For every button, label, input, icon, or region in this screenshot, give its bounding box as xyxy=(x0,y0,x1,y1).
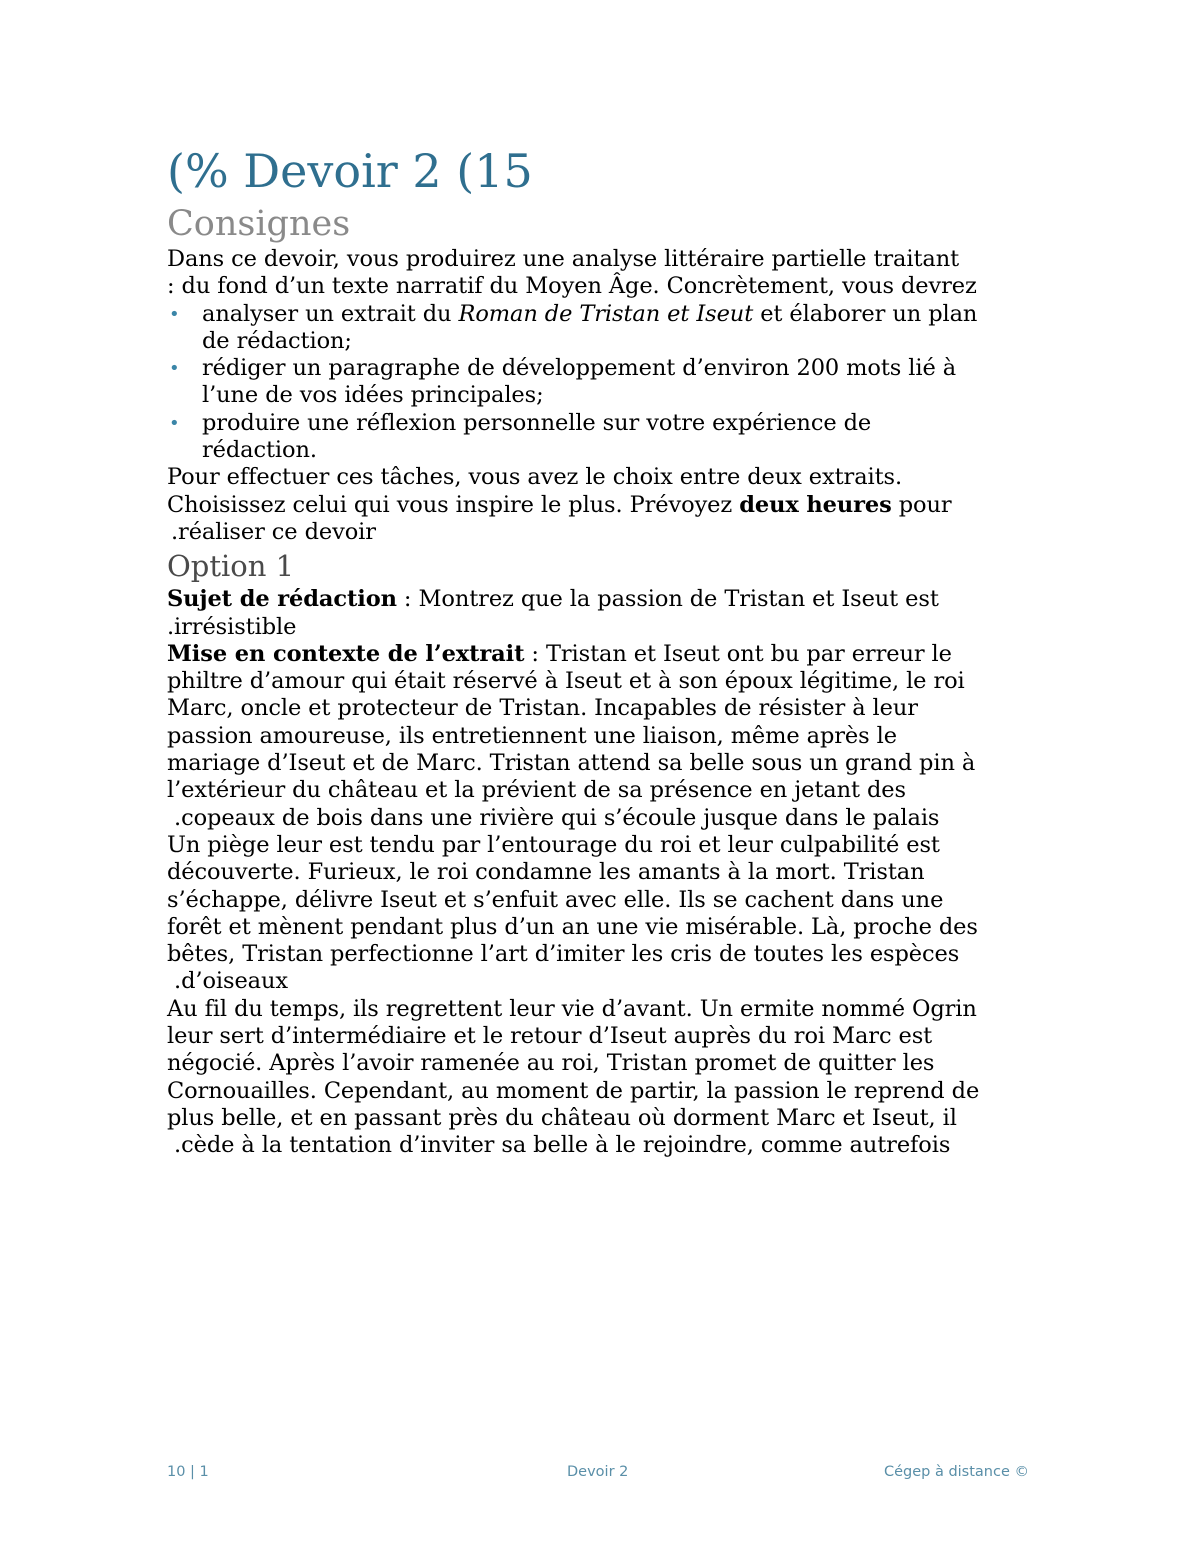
sujet-line-1: Sujet de rédaction : Montrez que la passion de Tristan et Iseut est xyxy=(167,586,939,613)
sujet-line-2: .irrésistible xyxy=(167,613,297,640)
paragraph-3-line: .cède à la tentation d’inviter sa belle à le rejoindre, comme autrefois xyxy=(167,1132,951,1159)
bullet-icon: • xyxy=(169,303,180,325)
book-title: Roman de Tristan et Iseut xyxy=(458,300,754,327)
paragraph-3-line: plus belle, et en passant près du château où dorment Marc et Iseut, il xyxy=(167,1104,957,1131)
paragraph-2-line: Un piège leur est tendu par l’entourage du roi et leur culpabilité est xyxy=(167,831,940,858)
consignes-task-list xyxy=(167,301,1037,465)
paragraph-2-line: découverte. Furieux, le roi condamne les amants à la mort. Tristan xyxy=(167,859,925,886)
contexte-line: philtre d’amour qui était réservé à Iseut et à son époux légitime, le roi xyxy=(167,668,965,695)
consignes-outro-line-3: .réaliser ce devoir xyxy=(171,518,376,545)
document-title: (% Devoir 2 (15 xyxy=(167,144,533,198)
contexte-line: passion amoureuse, ils entretiennent une liaison, même après le xyxy=(167,722,897,749)
footer-document-name: Devoir 2 xyxy=(567,1464,629,1480)
contexte-line: mariage d’Iseut et de Marc. Tristan attend sa belle sous un grand pin à xyxy=(167,750,976,777)
paragraph-3-line: leur sert d’intermédiaire et le retour d’Iseut auprès du roi Marc est xyxy=(167,1023,933,1050)
list-item: • analyser un extrait du Roman de Tristan et Iseut et élaborer un plan de rédaction; xyxy=(169,300,978,354)
paragraph-2-line: s’échappe, délivre Iseut et s’enfuit avec elle. Ils se cachent dans une xyxy=(167,886,944,913)
bullet-icon: • xyxy=(169,358,180,380)
consignes-outro-line-1: Pour effectuer ces tâches, vous avez le choix entre deux extraits. xyxy=(167,464,903,491)
sujet-label: Sujet de rédaction xyxy=(167,586,397,613)
duration-emphasis: deux heures xyxy=(739,491,892,518)
contexte-line: .copeaux de bois dans une rivière qui s’écoule jusque dans le palais xyxy=(167,804,940,831)
consignes-heading: Consignes xyxy=(167,204,351,244)
consignes-intro-line-1: Dans ce devoir, vous produirez une analyse littéraire partielle traitant xyxy=(167,246,960,272)
list-item: • rédiger un paragraphe de développement d’environ 200 mots lié à l’une de vos idées principales; xyxy=(169,355,957,409)
contexte-line: l’extérieur du château et la prévient de sa présence en jetant des xyxy=(167,777,906,804)
paragraph-3-line: Cornouailles. Cependant, au moment de partir, la passion le reprend de xyxy=(167,1077,980,1104)
footer-copyright: Cégep à distance © xyxy=(883,1464,1029,1480)
paragraph-3-line: Au fil du temps, ils regrettent leur vie d’avant. Un ermite nommé Ogrin xyxy=(167,995,977,1022)
paragraph-2-line: bêtes, Tristan perfectionne l’art d’imiter les cris de toutes les espèces xyxy=(167,941,960,968)
list-item: • produire une réflexion personnelle sur votre expérience de rédaction. xyxy=(169,409,872,464)
page-number: 10 | 1 xyxy=(167,1464,209,1480)
consignes-intro-line-2: : du fond d’un texte narratif du Moyen Âge. Concrètement, vous devrez xyxy=(167,273,977,300)
paragraph-3-line: négocié. Après l’avoir ramenée au roi, Tristan promet de quitter les xyxy=(167,1050,935,1077)
document-page xyxy=(167,140,1037,1160)
page-footer xyxy=(167,1464,1029,1484)
option-1-heading: Option 1 xyxy=(167,549,295,584)
contexte-line-1: Mise en contexte de l’extrait : Tristan et Iseut ont bu par erreur le xyxy=(167,640,952,667)
paragraph-2-line: forêt et mènent pendant plus d’un an une vie misérable. Là, proche des xyxy=(167,913,978,940)
contexte-line: Marc, oncle et protecteur de Tristan. Incapables de résister à leur xyxy=(167,695,918,722)
contexte-label: Mise en contexte de l’extrait xyxy=(167,640,525,667)
consignes-outro-line-2: Choisissez celui qui vous inspire le plus. Prévoyez deux heures pour xyxy=(167,491,952,518)
paragraph-2-line: .d’oiseaux xyxy=(167,968,288,995)
bullet-icon: • xyxy=(169,412,180,434)
